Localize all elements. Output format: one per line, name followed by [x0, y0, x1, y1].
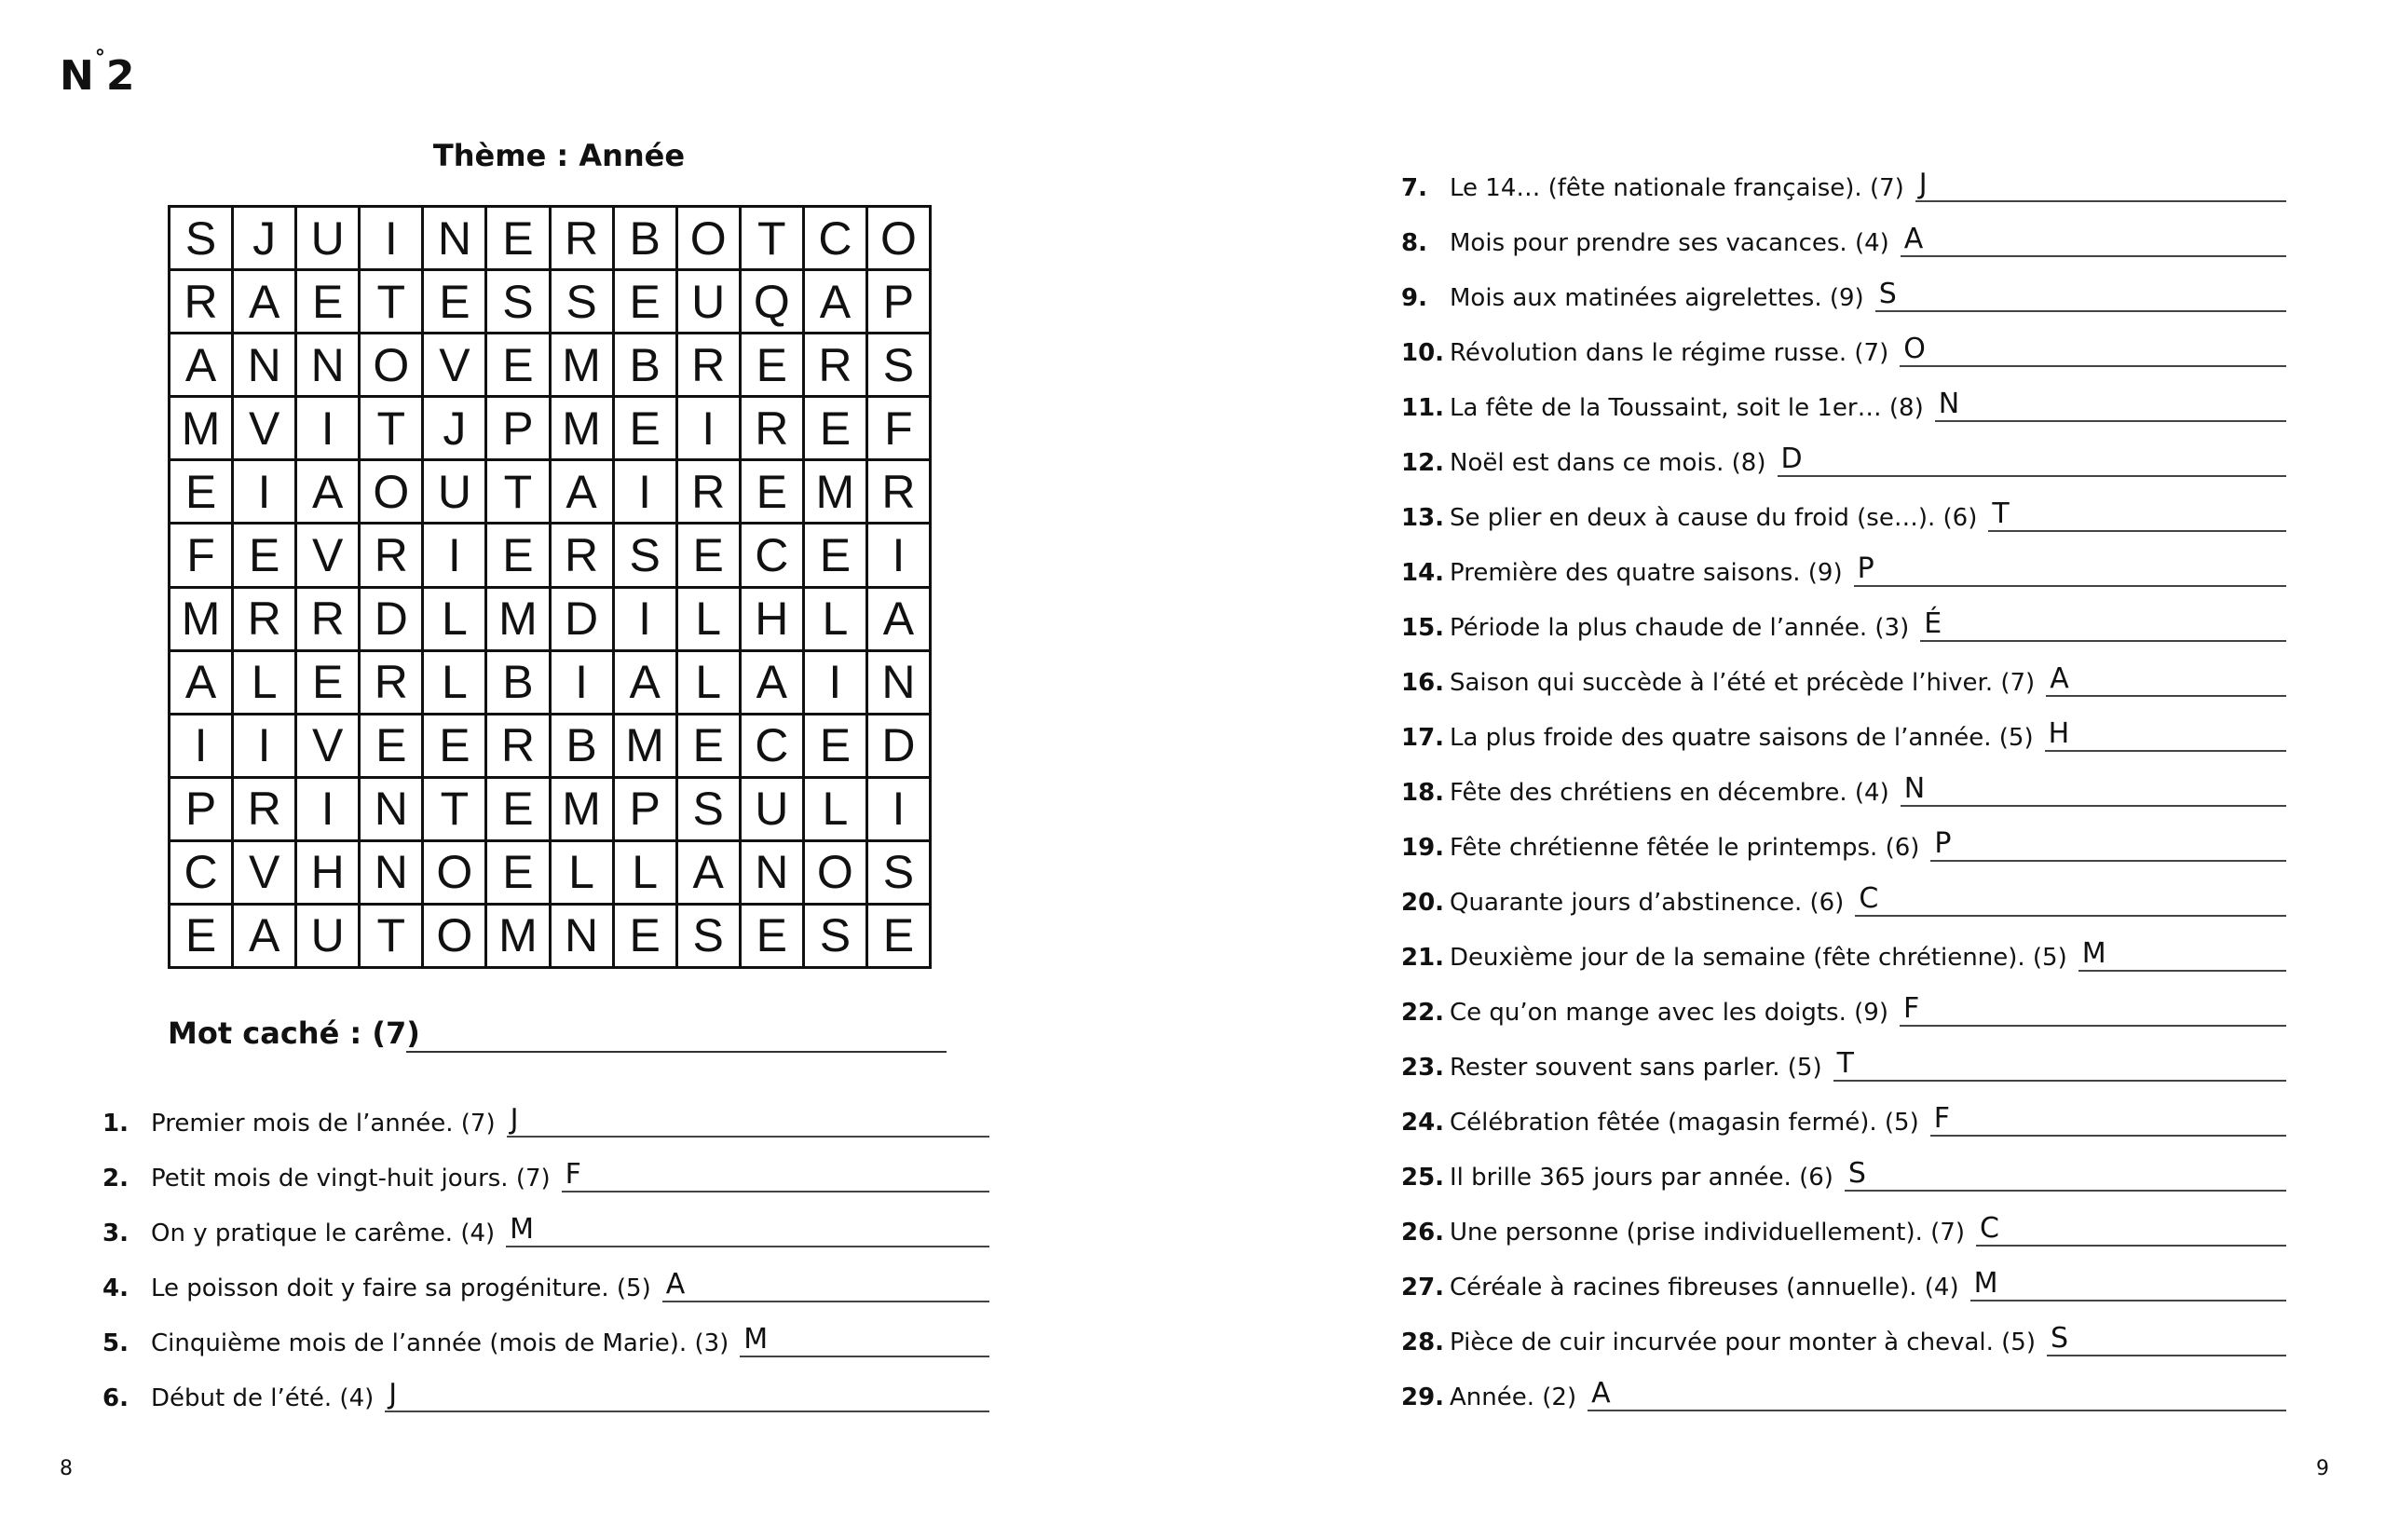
grid-cell[interactable]: I — [615, 589, 678, 652]
grid-cell[interactable]: P — [487, 398, 551, 461]
grid-cell[interactable]: E — [678, 525, 742, 588]
grid-cell[interactable]: N — [742, 842, 805, 906]
clue-answer-field[interactable]: M — [740, 1324, 989, 1357]
grid-cell[interactable]: L — [424, 652, 487, 715]
grid-cell[interactable]: M — [805, 461, 868, 525]
grid-cell[interactable]: C — [742, 715, 805, 779]
puzzle-theme: Thème : Année — [432, 138, 686, 173]
clue-text: Fête des chrétiens en décembre. (4) — [1450, 779, 1889, 807]
grid-cell[interactable]: B — [615, 334, 678, 398]
clue-number: 20. — [1401, 889, 1445, 917]
grid-cell[interactable]: L — [615, 842, 678, 906]
grid-cell[interactable]: E — [487, 334, 551, 398]
grid-cell[interactable]: M — [487, 906, 551, 969]
grid-cell[interactable]: T — [742, 208, 805, 271]
grid-cell[interactable]: M — [170, 398, 234, 461]
grid-cell[interactable]: E — [487, 779, 551, 842]
clue-item — [1401, 1197, 2286, 1252]
clue-text: La plus froide des quatre saisons de l’année. (5) — [1450, 724, 2034, 752]
grid-cell[interactable]: E — [424, 715, 487, 779]
grid-cell[interactable]: R — [552, 208, 615, 271]
clue-answer-field[interactable]: S — [2047, 1323, 2286, 1356]
clue-number: 12. — [1401, 449, 1445, 477]
clue-number: 7. — [1401, 174, 1427, 202]
clue-answer-field[interactable]: J — [385, 1379, 989, 1412]
grid-cell[interactable]: R — [487, 715, 551, 779]
grid-cell[interactable]: S — [615, 525, 678, 588]
clue-item — [1401, 593, 2286, 647]
clue-answer-field[interactable]: A — [1901, 224, 2286, 257]
grid-cell[interactable]: E — [615, 271, 678, 334]
grid-cell[interactable]: I — [234, 461, 297, 525]
clue-number: 2. — [102, 1165, 129, 1192]
clue-text: Cinquième mois de l’année (mois de Marie). (3) — [151, 1329, 729, 1357]
clue-number: 5. — [102, 1329, 129, 1357]
clue-text: Se plier en deux à cause du froid (se…). (6) — [1450, 504, 1978, 532]
grid-cell[interactable]: T — [361, 271, 424, 334]
clue-text: Le 14… (fête nationale française). (7) — [1450, 174, 1904, 202]
clue-answer-field[interactable]: T — [1833, 1048, 2286, 1082]
clue-number: 4. — [102, 1274, 129, 1302]
grid-cell[interactable]: E — [742, 461, 805, 525]
grid-cell[interactable]: R — [297, 589, 361, 652]
grid-cell[interactable]: E — [170, 461, 234, 525]
clue-item — [102, 1308, 989, 1363]
grid-cell[interactable]: E — [742, 334, 805, 398]
grid-cell[interactable]: O — [678, 208, 742, 271]
grid-cell[interactable]: J — [424, 398, 487, 461]
grid-cell[interactable]: E — [424, 271, 487, 334]
clue-text: Mois pour prendre ses vacances. (4) — [1450, 229, 1889, 257]
grid-cell[interactable]: E — [297, 271, 361, 334]
clue-item — [1401, 1142, 2286, 1197]
grid-cell[interactable]: A — [805, 271, 868, 334]
clue-number: 21. — [1401, 944, 1445, 972]
clue-answer-field[interactable]: M — [1970, 1268, 2286, 1302]
clue-answer-field[interactable]: P — [1854, 553, 2286, 587]
grid-cell[interactable]: T — [361, 906, 424, 969]
clue-number: 26. — [1401, 1219, 1445, 1247]
grid-cell[interactable]: S — [868, 842, 932, 906]
grid-cell[interactable]: N — [868, 652, 932, 715]
grid-cell[interactable]: R — [170, 271, 234, 334]
clue-text: Il brille 365 jours par année. (6) — [1450, 1164, 1833, 1192]
grid-cell[interactable]: A — [170, 334, 234, 398]
grid-cell[interactable]: V — [234, 842, 297, 906]
grid-cell[interactable]: L — [678, 589, 742, 652]
clue-text: Année. (2) — [1450, 1383, 1577, 1411]
clue-number: 28. — [1401, 1329, 1445, 1356]
grid-cell[interactable]: S — [678, 906, 742, 969]
clue-text: Ce qu’on mange avec les doigts. (9) — [1450, 999, 1888, 1027]
grid-cell[interactable]: E — [615, 906, 678, 969]
grid-cell[interactable]: V — [297, 525, 361, 588]
grid-cell[interactable]: E — [742, 906, 805, 969]
clue-answer-field[interactable]: C — [1976, 1213, 2286, 1247]
grid-cell[interactable]: O — [361, 334, 424, 398]
clue-text: Fête chrétienne fêtée le printemps. (6) — [1450, 834, 1920, 862]
clue-number: 27. — [1401, 1274, 1445, 1302]
clue-text: Premier mois de l’année. (7) — [151, 1110, 496, 1138]
clue-number: 17. — [1401, 724, 1445, 752]
grid-cell[interactable]: E — [678, 715, 742, 779]
grid-cell[interactable]: O — [361, 461, 424, 525]
hidden-word-answer-line[interactable] — [406, 1051, 947, 1053]
clue-answer-field[interactable]: F — [562, 1159, 989, 1192]
grid-cell[interactable]: C — [805, 208, 868, 271]
grid-cell[interactable]: I — [805, 652, 868, 715]
grid-cell[interactable]: S — [170, 208, 234, 271]
grid-cell[interactable]: E — [297, 652, 361, 715]
grid-cell[interactable]: I — [868, 779, 932, 842]
clue-text: Pièce de cuir incurvée pour monter à cheval. (5) — [1450, 1329, 2036, 1356]
clue-item — [1401, 1087, 2286, 1142]
clue-item — [1401, 153, 2286, 208]
clue-answer-field[interactable]: M — [506, 1214, 989, 1247]
grid-cell[interactable]: V — [424, 334, 487, 398]
grid-cell[interactable]: H — [297, 842, 361, 906]
grid-cell[interactable]: L — [552, 842, 615, 906]
grid-cell[interactable]: I — [678, 398, 742, 461]
clue-item — [1401, 208, 2286, 263]
word-search-grid — [168, 205, 932, 969]
grid-cell[interactable]: R — [361, 525, 424, 588]
clue-text: On y pratique le carême. (4) — [151, 1220, 496, 1247]
grid-cell[interactable]: R — [678, 461, 742, 525]
grid-cell[interactable]: E — [170, 906, 234, 969]
clue-text: Première des quatre saisons. (9) — [1450, 559, 1843, 587]
clue-number: 23. — [1401, 1054, 1445, 1082]
grid-cell[interactable]: N — [361, 779, 424, 842]
grid-cell[interactable]: E — [487, 208, 551, 271]
puzzle-number-prefix: N — [60, 52, 95, 100]
grid-cell[interactable]: E — [234, 525, 297, 588]
clue-number: 8. — [1401, 229, 1427, 257]
clue-number: 19. — [1401, 834, 1445, 862]
clue-item — [1401, 757, 2286, 812]
grid-cell[interactable]: D — [361, 589, 424, 652]
clue-number: 6. — [102, 1384, 129, 1412]
clue-answer-field[interactable]: N — [1935, 388, 2286, 422]
clue-number: 1. — [102, 1110, 129, 1138]
clue-text: Révolution dans le régime russe. (7) — [1450, 339, 1889, 367]
grid-cell[interactable]: E — [805, 398, 868, 461]
clue-answer-field[interactable]: H — [2045, 718, 2286, 752]
grid-cell[interactable]: R — [678, 334, 742, 398]
grid-cell[interactable]: J — [234, 208, 297, 271]
clue-item — [1401, 538, 2286, 593]
clue-text: Petit mois de vingt-huit jours. (7) — [151, 1165, 551, 1192]
grid-cell[interactable]: P — [615, 779, 678, 842]
grid-cell[interactable]: A — [868, 589, 932, 652]
grid-cell[interactable]: I — [297, 398, 361, 461]
grid-cell[interactable]: L — [805, 779, 868, 842]
grid-cell[interactable]: S — [868, 334, 932, 398]
clue-answer-field[interactable]: É — [1920, 608, 2286, 642]
clue-text: Noël est dans ce mois. (8) — [1450, 449, 1766, 477]
grid-cell[interactable]: M — [552, 779, 615, 842]
grid-cell[interactable]: L — [234, 652, 297, 715]
clue-answer-field[interactable]: S — [1845, 1158, 2286, 1192]
grid-cell[interactable]: M — [552, 334, 615, 398]
clue-answer-field[interactable]: A — [1588, 1378, 2286, 1411]
grid-cell[interactable]: I — [170, 715, 234, 779]
clue-item — [1401, 263, 2286, 318]
clue-answer-field[interactable]: S — [1875, 279, 2286, 312]
clue-answer-field[interactable]: F — [1930, 1103, 2286, 1137]
clue-number: 25. — [1401, 1164, 1445, 1192]
grid-cell[interactable]: U — [297, 208, 361, 271]
grid-cell[interactable]: A — [234, 906, 297, 969]
grid-cell[interactable]: C — [742, 525, 805, 588]
grid-cell[interactable]: I — [868, 525, 932, 588]
clue-item — [1401, 647, 2286, 702]
grid-cell[interactable]: V — [297, 715, 361, 779]
clue-text: Période la plus chaude de l’année. (3) — [1450, 614, 1910, 642]
grid-cell[interactable]: L — [678, 652, 742, 715]
clue-text: Mois aux matinées aigrelettes. (9) — [1450, 284, 1864, 312]
grid-cell[interactable]: I — [552, 652, 615, 715]
clue-item — [102, 1363, 989, 1418]
clue-item — [1401, 977, 2286, 1032]
grid-cell[interactable]: Q — [742, 271, 805, 334]
clue-text: Rester souvent sans parler. (5) — [1450, 1054, 1822, 1082]
grid-cell[interactable]: U — [678, 271, 742, 334]
clue-item — [1401, 1032, 2286, 1087]
grid-cell[interactable]: N — [297, 334, 361, 398]
clue-text: Célébration fêtée (magasin fermé). (5) — [1450, 1109, 1919, 1137]
grid-cell[interactable]: A — [170, 652, 234, 715]
puzzle-number — [60, 47, 136, 100]
page-number-left: 8 — [60, 1457, 73, 1480]
grid-cell[interactable]: A — [678, 842, 742, 906]
clue-item — [1401, 812, 2286, 867]
grid-cell[interactable]: O — [868, 208, 932, 271]
grid-cell[interactable]: A — [552, 461, 615, 525]
clue-text: Céréale à racines fibreuses (annuelle). (4) — [1450, 1274, 1959, 1302]
grid-cell[interactable]: D — [552, 589, 615, 652]
clue-number: 13. — [1401, 504, 1445, 532]
grid-cell[interactable]: I — [424, 525, 487, 588]
clue-text: Saison qui succède à l’été et précède l’hiver. (7) — [1450, 669, 2036, 697]
clue-list-left — [102, 1088, 989, 1418]
grid-cell[interactable]: A — [615, 652, 678, 715]
grid-cell[interactable]: T — [424, 779, 487, 842]
grid-cell[interactable]: P — [170, 779, 234, 842]
clue-text: Deuxième jour de la semaine (fête chrétienne). (5) — [1450, 944, 2067, 972]
clue-item — [1401, 318, 2286, 373]
clue-text: Début de l’été. (4) — [151, 1384, 375, 1412]
grid-cell[interactable]: F — [170, 525, 234, 588]
grid-cell[interactable]: M — [552, 398, 615, 461]
clue-item — [102, 1253, 989, 1308]
grid-cell[interactable]: T — [361, 398, 424, 461]
grid-cell[interactable]: B — [487, 652, 551, 715]
clue-number: 15. — [1401, 614, 1445, 642]
grid-cell[interactable]: E — [868, 906, 932, 969]
hidden-word-section — [168, 1015, 420, 1051]
grid-cell[interactable]: N — [424, 208, 487, 271]
grid-cell[interactable]: O — [424, 906, 487, 969]
grid-cell[interactable]: E — [805, 715, 868, 779]
clue-answer-field[interactable]: P — [1930, 828, 2286, 862]
clue-item — [1401, 922, 2286, 977]
puzzle-number-value: 2 — [105, 52, 136, 100]
clue-answer-field[interactable]: D — [1778, 443, 2287, 477]
grid-cell[interactable]: N — [552, 906, 615, 969]
grid-cell[interactable]: S — [487, 271, 551, 334]
clue-item — [1401, 373, 2286, 428]
grid-cell[interactable]: S — [805, 906, 868, 969]
grid-cell[interactable]: U — [424, 461, 487, 525]
clue-answer-field[interactable]: J — [507, 1104, 989, 1138]
clue-item — [102, 1143, 989, 1198]
grid-cell[interactable]: L — [805, 589, 868, 652]
grid-cell[interactable]: A — [234, 271, 297, 334]
grid-cell[interactable]: S — [552, 271, 615, 334]
clue-text: Une personne (prise individuellement). (7) — [1450, 1219, 1965, 1247]
grid-cell[interactable]: R — [552, 525, 615, 588]
clue-answer-field[interactable]: A — [2046, 663, 2286, 697]
grid-cell[interactable]: E — [487, 842, 551, 906]
clue-item — [102, 1088, 989, 1143]
grid-cell[interactable]: A — [742, 652, 805, 715]
hidden-word-label: Mot caché : (7) — [168, 1015, 420, 1051]
grid-cell[interactable]: S — [678, 779, 742, 842]
clue-number: 29. — [1401, 1383, 1445, 1411]
grid-cell[interactable]: L — [424, 589, 487, 652]
grid-cell[interactable]: U — [297, 906, 361, 969]
clue-answer-field[interactable]: M — [2078, 938, 2286, 972]
clue-list-right — [1401, 153, 2286, 1417]
clue-item — [1401, 1252, 2286, 1307]
grid-cell[interactable]: M — [487, 589, 551, 652]
grid-cell[interactable]: E — [361, 715, 424, 779]
clue-number: 16. — [1401, 669, 1445, 697]
clue-item — [1401, 1362, 2286, 1417]
clue-answer-field[interactable]: T — [1988, 498, 2286, 532]
grid-cell[interactable]: R — [868, 461, 932, 525]
clue-item — [1401, 867, 2286, 922]
clue-answer-field[interactable]: J — [1915, 169, 2286, 202]
clue-text: Le poisson doit y faire sa progéniture. (5) — [151, 1274, 651, 1302]
clue-number: 9. — [1401, 284, 1427, 312]
grid-cell[interactable]: B — [552, 715, 615, 779]
clue-item — [1401, 702, 2286, 757]
clue-number: 11. — [1401, 394, 1445, 422]
grid-cell[interactable]: C — [170, 842, 234, 906]
clue-number: 18. — [1401, 779, 1445, 807]
clue-text: La fête de la Toussaint, soit le 1er… (8) — [1450, 394, 1924, 422]
grid-cell[interactable]: E — [805, 525, 868, 588]
grid-cell[interactable]: A — [297, 461, 361, 525]
grid-cell[interactable]: I — [361, 208, 424, 271]
grid-cell[interactable]: O — [805, 842, 868, 906]
page-number-right: 9 — [2316, 1457, 2329, 1480]
clue-number: 10. — [1401, 339, 1445, 367]
grid-cell[interactable]: N — [234, 334, 297, 398]
clue-number: 24. — [1401, 1109, 1445, 1137]
grid-cell[interactable]: M — [615, 715, 678, 779]
clue-item — [1401, 1307, 2286, 1362]
clue-number: 3. — [102, 1220, 129, 1247]
grid-cell[interactable]: I — [234, 715, 297, 779]
grid-cell[interactable]: B — [615, 208, 678, 271]
grid-cell[interactable]: T — [487, 461, 551, 525]
grid-cell[interactable]: V — [234, 398, 297, 461]
clue-answer-field[interactable]: A — [662, 1269, 989, 1302]
clue-answer-field[interactable]: O — [1900, 334, 2286, 367]
clue-item — [1401, 428, 2286, 483]
grid-cell[interactable]: E — [487, 525, 551, 588]
grid-cell[interactable]: D — [868, 715, 932, 779]
puzzle-number-degree: ° — [94, 47, 106, 70]
grid-cell[interactable]: M — [170, 589, 234, 652]
clue-answer-field[interactable]: N — [1901, 773, 2286, 807]
grid-cell[interactable]: U — [742, 779, 805, 842]
grid-cell[interactable]: I — [615, 461, 678, 525]
grid-cell[interactable]: H — [742, 589, 805, 652]
grid-cell[interactable]: N — [361, 842, 424, 906]
grid-cell[interactable]: R — [234, 779, 297, 842]
clue-item — [1401, 483, 2286, 538]
grid-cell[interactable]: F — [868, 398, 932, 461]
clue-number: 22. — [1401, 999, 1445, 1027]
grid-cell[interactable]: I — [297, 779, 361, 842]
grid-cell[interactable]: O — [424, 842, 487, 906]
grid-cell[interactable]: R — [742, 398, 805, 461]
grid-cell[interactable]: P — [868, 271, 932, 334]
grid-cell[interactable]: E — [615, 398, 678, 461]
clue-number: 14. — [1401, 559, 1445, 587]
grid-cell[interactable]: R — [234, 589, 297, 652]
clue-answer-field[interactable]: F — [1900, 993, 2286, 1027]
clue-answer-field[interactable]: C — [1855, 883, 2286, 917]
clue-text: Quarante jours d’abstinence. (6) — [1450, 889, 1845, 917]
grid-cell[interactable]: R — [805, 334, 868, 398]
grid-cell[interactable]: R — [361, 652, 424, 715]
clue-item — [102, 1198, 989, 1253]
